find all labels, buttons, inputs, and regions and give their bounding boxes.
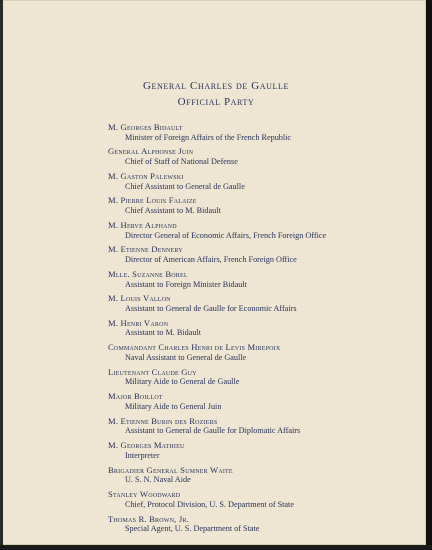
party-member-entry bbox=[108, 466, 418, 485]
member-role: Director General of Economic Affairs, French Foreign Office bbox=[125, 230, 327, 240]
member-role: Military Aide to General Juin bbox=[125, 401, 222, 411]
member-name: M. Herve Alphand bbox=[108, 219, 177, 230]
member-role: Chief of Staff of National Defense bbox=[125, 157, 238, 167]
party-member-entry bbox=[108, 245, 418, 264]
member-name: M. Henri Varon bbox=[108, 317, 169, 328]
scan-border-bottom bbox=[0, 545, 432, 550]
member-name: M. Georges Bidault bbox=[108, 122, 183, 132]
party-member-entry bbox=[108, 490, 418, 509]
party-member-entry bbox=[108, 221, 418, 240]
member-role: Military Aide to General de Gaulle bbox=[125, 377, 240, 387]
member-name: Major Boillot bbox=[108, 391, 163, 402]
document-heading: General Charles de Gaulle bbox=[142, 80, 290, 92]
member-name: M. Gaston Palewski bbox=[108, 170, 184, 181]
member-name: General Alphonse Juin bbox=[108, 146, 194, 157]
member-name: Brigadier General Sumner Waite bbox=[108, 464, 233, 475]
member-name: M. Georges Mathieu bbox=[108, 440, 185, 451]
party-member-entry bbox=[108, 515, 418, 534]
member-name: M. Pierre Louis Falaize bbox=[108, 195, 197, 206]
member-role: Interpreter bbox=[125, 450, 160, 460]
member-role: Chief, Protocol Division, U. S. Department of State bbox=[125, 499, 294, 509]
party-member-entry bbox=[108, 147, 418, 166]
party-member-entry bbox=[108, 270, 418, 289]
member-name: Mlle. Suzanne Borel bbox=[108, 268, 188, 279]
member-name: Stanley Woodward bbox=[108, 489, 181, 500]
party-member-entry bbox=[108, 294, 418, 313]
member-role: Director of American Affairs, French Foreign Office bbox=[125, 255, 297, 265]
member-name: M. Etienne Dennery bbox=[108, 244, 183, 255]
member-role: Chief Assistant to M. Bidault bbox=[125, 206, 221, 216]
member-role: Assistant to M. Bidault bbox=[125, 328, 201, 338]
member-role: U. S. N. Naval Aide bbox=[125, 475, 191, 485]
party-member-list bbox=[108, 123, 418, 539]
member-role: Special Agent, U. S. Department of State bbox=[125, 524, 260, 534]
party-member-entry bbox=[108, 196, 418, 215]
member-name: Thomas R. Brown, Jr. bbox=[108, 513, 189, 524]
member-role: Assistant to General de Gaulle for Diplomatic Affairs bbox=[125, 426, 301, 436]
member-role: Assistant to Foreign Minister Bidault bbox=[125, 279, 247, 289]
member-role: Minister of Foreign Affairs of the French Republic bbox=[125, 132, 292, 142]
document-subheading: Official Party bbox=[177, 96, 255, 108]
party-member-entry bbox=[108, 441, 418, 460]
party-member-entry bbox=[108, 417, 418, 436]
member-name: Commandant Charles Henri de Levis Mirepoix bbox=[108, 342, 281, 353]
member-name: M. Louis Vallon bbox=[108, 293, 171, 304]
member-role: Chief Assistant to General de Gaulle bbox=[125, 181, 245, 191]
scan-border-right bbox=[426, 0, 432, 550]
party-member-entry bbox=[108, 172, 418, 191]
party-member-entry bbox=[108, 123, 418, 142]
party-member-entry bbox=[108, 392, 418, 411]
member-role: Assistant to General de Gaulle for Economic Affairs bbox=[125, 303, 297, 313]
member-role: Naval Assistant to General de Gaulle bbox=[125, 352, 247, 362]
member-name: Lieutenant Claude Guy bbox=[108, 366, 197, 377]
party-member-entry bbox=[108, 319, 418, 338]
party-member-entry bbox=[108, 368, 418, 387]
party-member-entry bbox=[108, 343, 418, 362]
member-name: M. Etienne Burin des Roziers bbox=[108, 415, 218, 426]
